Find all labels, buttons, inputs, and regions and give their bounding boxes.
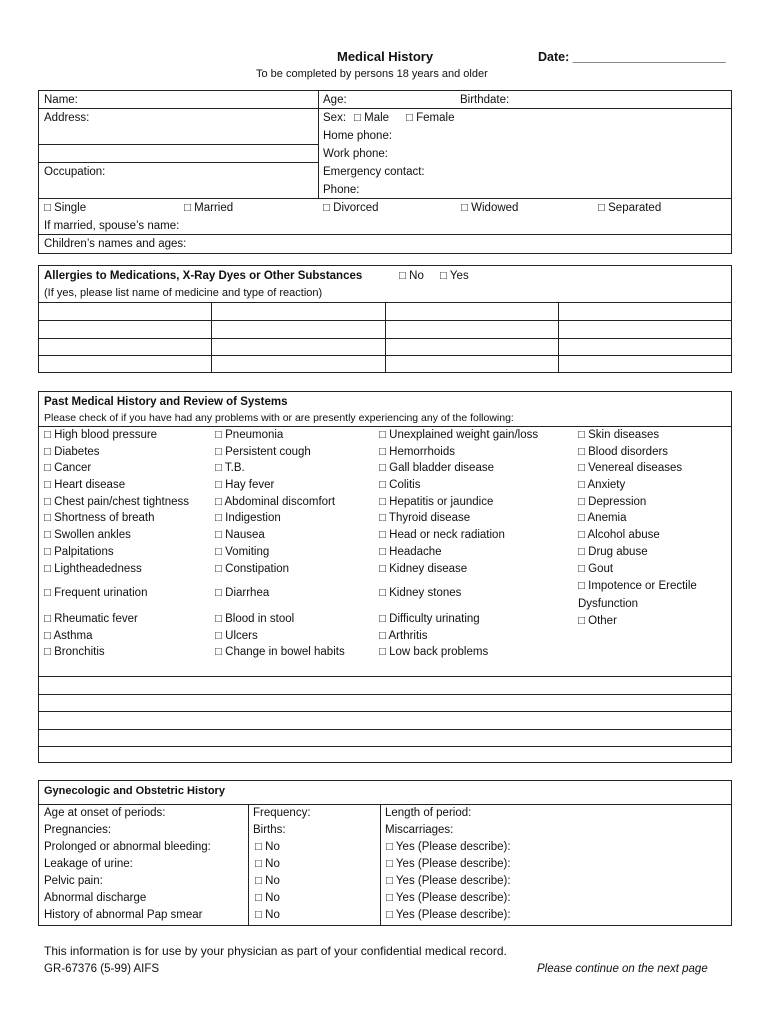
allergies-yes-checkbox[interactable]: □ Yes [440, 270, 469, 282]
checkbox-item[interactable]: □ Hay fever [215, 479, 275, 492]
spouse-name-field[interactable]: If married, spouse’s name: [44, 220, 180, 232]
divorced-checkbox[interactable]: □ Divorced [323, 202, 379, 214]
pmh-column-1c [44, 611, 138, 661]
date-field[interactable]: Date: ______________________ [538, 50, 726, 64]
checkbox-item[interactable]: □ Gall bladder disease [379, 462, 494, 475]
sex-label: Sex: [323, 112, 347, 124]
checkbox-item[interactable]: □ Vomiting [215, 545, 270, 558]
gyn-yes-checkbox[interactable]: □ Yes (Please describe): [386, 858, 511, 870]
gyn-row-col3[interactable]: Length of period: [385, 807, 472, 819]
children-field[interactable]: Children’s names and ages: [44, 238, 187, 250]
gyn-no-checkbox[interactable]: □ No [255, 858, 280, 870]
checkbox-item[interactable]: □ Constipation [215, 562, 290, 575]
gyn-yes-checkbox[interactable]: □ Yes (Please describe): [386, 909, 511, 921]
gyn-no-checkbox[interactable]: □ No [255, 841, 280, 853]
checkbox-item[interactable]: □ Drug abuse [578, 545, 648, 558]
gyn-no-checkbox[interactable]: □ No [255, 909, 280, 921]
checkbox-item[interactable]: □ Rheumatic fever [44, 613, 138, 625]
checkbox-item[interactable]: □ Bronchitis [44, 646, 105, 659]
checkbox-item[interactable]: □ Unexplained weight gain/loss [379, 429, 539, 441]
address-field[interactable]: Address: [44, 112, 90, 124]
pmh-title: Past Medical History and Review of Systems [44, 396, 288, 408]
gyn-row-col2[interactable]: Births: [253, 824, 286, 836]
checkbox-item[interactable]: □ Headache [379, 545, 442, 558]
checkbox-item[interactable]: □ Chest pain/chest tightness [44, 495, 190, 508]
checkbox-item[interactable]: □ Blood disorders [578, 445, 669, 458]
checkbox-item[interactable]: □ Colitis [379, 479, 421, 492]
pmh-column-2b [215, 585, 269, 602]
gyn-row-label: Pelvic pain: [44, 875, 103, 887]
checkbox-item[interactable]: □ Head or neck radiation [379, 529, 505, 542]
gyn-row-label: Prolonged or abnormal bleeding: [44, 841, 211, 853]
checkbox-item[interactable]: □ Ulcers [215, 629, 258, 642]
pmh-column-3c [379, 611, 488, 661]
checkbox-item[interactable]: □ Diabetes [44, 445, 100, 458]
checkbox-item[interactable]: □ Thyroid disease [379, 512, 471, 525]
female-checkbox[interactable]: □ Female [406, 112, 455, 124]
name-field[interactable]: Name: [44, 94, 78, 106]
checkbox-item[interactable]: □ Depression [578, 495, 647, 508]
checkbox-item[interactable]: □ Lightheadedness [44, 562, 142, 575]
gyn-title: Gynecologic and Obstetric History [44, 785, 225, 797]
checkbox-item[interactable]: □ Blood in stool [215, 613, 295, 625]
continue-note: Please continue on the next page [537, 963, 708, 975]
checkbox-item[interactable]: □ Low back problems [379, 646, 489, 659]
single-checkbox[interactable]: □ Single [44, 202, 87, 214]
checkbox-item[interactable]: □ Nausea [215, 529, 265, 542]
checkbox-item[interactable]: □ Palpitations [44, 545, 114, 558]
gyn-row-label: History of abnormal Pap smear [44, 909, 203, 921]
checkbox-item[interactable]: □ Frequent urination [44, 587, 148, 599]
checkbox-item-continuation: Dysfunction [578, 598, 639, 611]
checkbox-item[interactable]: □ Difficulty urinating [379, 613, 480, 625]
footer-note: This information is for use by your physician as part of your confidential medical record. [44, 944, 507, 958]
form-id: GR-67376 (5-99) AIFS [44, 963, 160, 975]
checkbox-item[interactable]: □ Kidney stones [379, 587, 462, 599]
gyn-row-label[interactable]: Pregnancies: [44, 824, 112, 836]
pmh-column-3b [379, 585, 461, 602]
gyn-row-col3[interactable]: Miscarriages: [385, 824, 454, 836]
separated-checkbox[interactable]: □ Separated [598, 202, 662, 214]
checkbox-item[interactable]: □ Anemia [578, 512, 627, 525]
pmh-column-1 [44, 427, 189, 577]
emergency-phone-field[interactable]: Phone: [323, 184, 360, 196]
gyn-row-label[interactable]: Age at onset of periods: [44, 807, 166, 819]
checkbox-item[interactable]: □ Other [578, 615, 617, 628]
occupation-field[interactable]: Occupation: [44, 166, 106, 178]
checkbox-item[interactable]: □ Anxiety [578, 479, 626, 492]
checkbox-item[interactable]: □ Venereal diseases [578, 462, 683, 475]
checkbox-item[interactable]: □ Alcohol abuse [578, 529, 660, 542]
checkbox-item[interactable]: □ Hepatitis or jaundice [379, 495, 494, 508]
checkbox-item[interactable]: □ Change in bowel habits [215, 646, 345, 659]
allergies-title: Allergies to Medications, X-Ray Dyes or Other Substances [44, 270, 363, 282]
allergies-note: (If yes, please list name of medicine and type of reaction) [44, 287, 323, 299]
home-phone-field[interactable]: Home phone: [323, 130, 393, 142]
gyn-row-label: Leakage of urine: [44, 858, 133, 870]
male-checkbox[interactable]: □ Male [354, 112, 390, 124]
checkbox-item[interactable]: □ Shortness of breath [44, 512, 155, 525]
checkbox-item[interactable]: □ Kidney disease [379, 562, 468, 575]
widowed-checkbox[interactable]: □ Widowed [461, 202, 519, 214]
emergency-contact-field[interactable]: Emergency contact: [323, 166, 425, 178]
pmh-column-2 [215, 427, 335, 577]
checkbox-item[interactable]: □ Diarrhea [215, 587, 270, 599]
checkbox-item[interactable]: □ Asthma [44, 629, 93, 642]
pmh-column-4 [578, 427, 697, 630]
checkbox-item[interactable]: □ T.B. [215, 462, 245, 475]
pmh-column-1b [44, 585, 147, 602]
checkbox-item[interactable]: □ Indigestion [215, 512, 281, 525]
page-title: Medical History [337, 49, 434, 64]
checkbox-item[interactable]: □ Impotence or Erectile [578, 580, 697, 593]
pmh-instruction: Please check of if you have had any problems with or are presently experiencing any of the following: [44, 412, 514, 424]
checkbox-item[interactable]: □ High blood pressure [44, 429, 158, 441]
pmh-column-3 [379, 427, 538, 577]
married-checkbox[interactable]: □ Married [184, 202, 234, 214]
checkbox-item[interactable]: □ Abdominal discomfort [215, 495, 336, 508]
checkbox-item[interactable]: □ Arthritis [379, 629, 428, 642]
gyn-no-checkbox[interactable]: □ No [255, 875, 280, 887]
work-phone-field[interactable]: Work phone: [323, 148, 388, 160]
age-field[interactable]: Age: [323, 94, 347, 106]
gyn-row-label: Abnormal discharge [44, 892, 147, 904]
subtitle: To be completed by persons 18 years and older [256, 68, 488, 80]
pmh-column-2c [215, 611, 345, 661]
birthdate-field[interactable]: Birthdate: [460, 94, 510, 106]
gyn-no-checkbox[interactable]: □ No [255, 892, 280, 904]
checkbox-item[interactable]: □ Hemorrhoids [379, 445, 455, 458]
checkbox-item[interactable]: □ Cancer [44, 462, 92, 475]
checkbox-item[interactable]: □ Skin diseases [578, 429, 660, 441]
gyn-yes-checkbox[interactable]: □ Yes (Please describe): [386, 892, 511, 904]
gyn-yes-checkbox[interactable]: □ Yes (Please describe): [386, 875, 511, 887]
checkbox-item[interactable]: □ Persistent cough [215, 445, 311, 458]
checkbox-item[interactable]: □ Heart disease [44, 479, 126, 492]
gyn-yes-checkbox[interactable]: □ Yes (Please describe): [386, 841, 511, 853]
checkbox-item[interactable]: □ Pneumonia [215, 429, 284, 441]
checkbox-item[interactable]: □ Swollen ankles [44, 529, 131, 542]
checkbox-item[interactable]: □ Gout [578, 562, 614, 575]
gyn-row-col2[interactable]: Frequency: [253, 807, 311, 819]
allergies-no-checkbox[interactable]: □ No [399, 270, 424, 282]
